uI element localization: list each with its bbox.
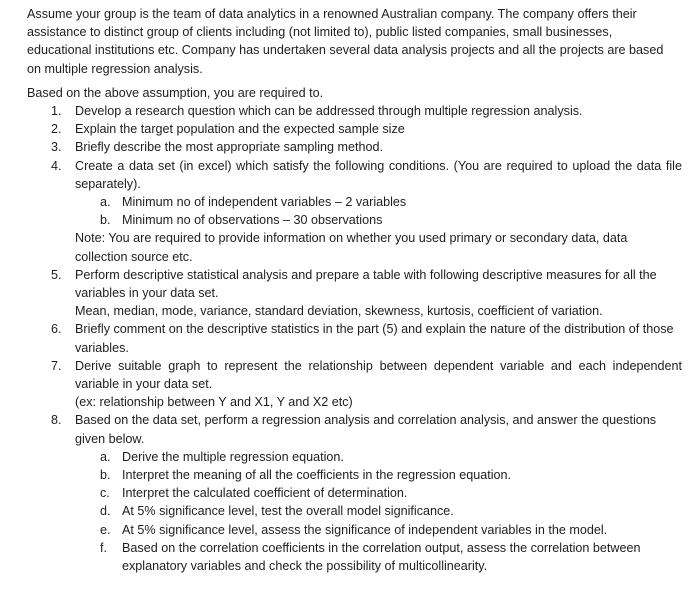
- sub-item-a: [75, 448, 682, 466]
- item-text: Explain the target population and the expected sample size: [75, 122, 405, 137]
- sub-letter: e.: [100, 522, 111, 537]
- list-item-6: [27, 320, 682, 356]
- item-text: Briefly describe the most appropriate sampling method.: [75, 140, 383, 155]
- sub-item-d: [75, 502, 682, 520]
- item-text: Based on the data set, perform a regression analysis and correlation analysis, and answer the questions given below.: [75, 413, 657, 446]
- list-item-7: [27, 357, 682, 412]
- item-extra: (ex: relationship between Y and X1, Y and X2 etc): [75, 395, 353, 410]
- sub-letter: b.: [100, 213, 111, 228]
- sub-item-e: [75, 521, 682, 539]
- item-text: Perform descriptive statistical analysis and prepare a table with following descriptive measures for all the variables in your data set.: [75, 267, 657, 301]
- item-text: Derive suitable graph to represent the relationship between dependent variable and each independent variable in your data set.: [75, 358, 682, 392]
- item-number: 7.: [51, 358, 62, 373]
- lead-sentence: Based on the above assumption, you are required to.: [27, 85, 324, 100]
- sub-letter: b.: [100, 468, 111, 483]
- requirements-list: [27, 102, 682, 575]
- sub-text: At 5% significance level, assess the significance of independent variables in the model.: [122, 522, 608, 537]
- intro-paragraph: Assume your group is the team of data analytics in a renowned Australian company. The company offers their assistance to distinct group of clients including (not limited to), public listed companies, small businesses, educational institutions etc. Company has undertaken several data analysis projects and all the projects are based on multiple regression analysis.: [27, 7, 664, 76]
- sub-letter: a.: [100, 195, 111, 210]
- sub-letter: a.: [100, 449, 111, 464]
- item-number: 4.: [51, 158, 62, 173]
- sub-item-b: [75, 466, 682, 484]
- sub-text: At 5% significance level, test the overall model significance.: [122, 504, 454, 519]
- sub-item-f: [75, 539, 682, 575]
- list-item-1: [27, 102, 682, 120]
- sub-text: Interpret the calculated coefficient of determination.: [122, 486, 408, 501]
- item-number: 5.: [51, 267, 62, 282]
- sub-text: Minimum no of independent variables – 2 variables: [122, 195, 407, 210]
- list-item-8: [27, 411, 682, 575]
- sub-text: Based on the correlation coefficients in the correlation output, assess the correlation between explanatory variables and check the possibility of multicollinearity.: [122, 540, 641, 574]
- item-number: 2.: [51, 122, 62, 137]
- sub-text: Minimum no of observations – 30 observations: [122, 213, 383, 228]
- sub-letter: f.: [100, 540, 107, 555]
- sub-item-c: [75, 484, 682, 502]
- list-item-2: [27, 120, 682, 138]
- list-item-5: [27, 266, 682, 321]
- sub-list: [75, 448, 682, 575]
- item-number: 1.: [51, 104, 62, 119]
- item-text: Briefly comment on the descriptive statistics in the part (5) and explain the nature of the distribution of those variables.: [75, 322, 674, 355]
- sub-letter: c.: [100, 486, 110, 501]
- sub-item-a: [75, 193, 682, 211]
- sub-item-b: [75, 211, 682, 229]
- list-item-3: [27, 138, 682, 156]
- item-note: Note: You are required to provide information on whether you used primary or secondary data, data collection source etc.: [75, 231, 628, 264]
- sub-letter: d.: [100, 504, 111, 519]
- item-text: Develop a research question which can be addressed through multiple regression analysis.: [75, 104, 583, 119]
- list-item-4: [27, 157, 682, 266]
- sub-text: Interpret the meaning of all the coefficients in the regression equation.: [122, 468, 512, 483]
- item-extra: Mean, median, mode, variance, standard deviation, skewness, kurtosis, coefficient of variation.: [75, 304, 603, 319]
- item-number: 3.: [51, 140, 62, 155]
- item-number: 6.: [51, 322, 62, 337]
- sub-list: [75, 193, 682, 229]
- item-number: 8.: [51, 413, 62, 428]
- item-text: Create a data set (in excel) which satisfy the following conditions. (You are required to upload the data file separately).: [75, 158, 682, 191]
- sub-text: Derive the multiple regression equation.: [122, 449, 344, 464]
